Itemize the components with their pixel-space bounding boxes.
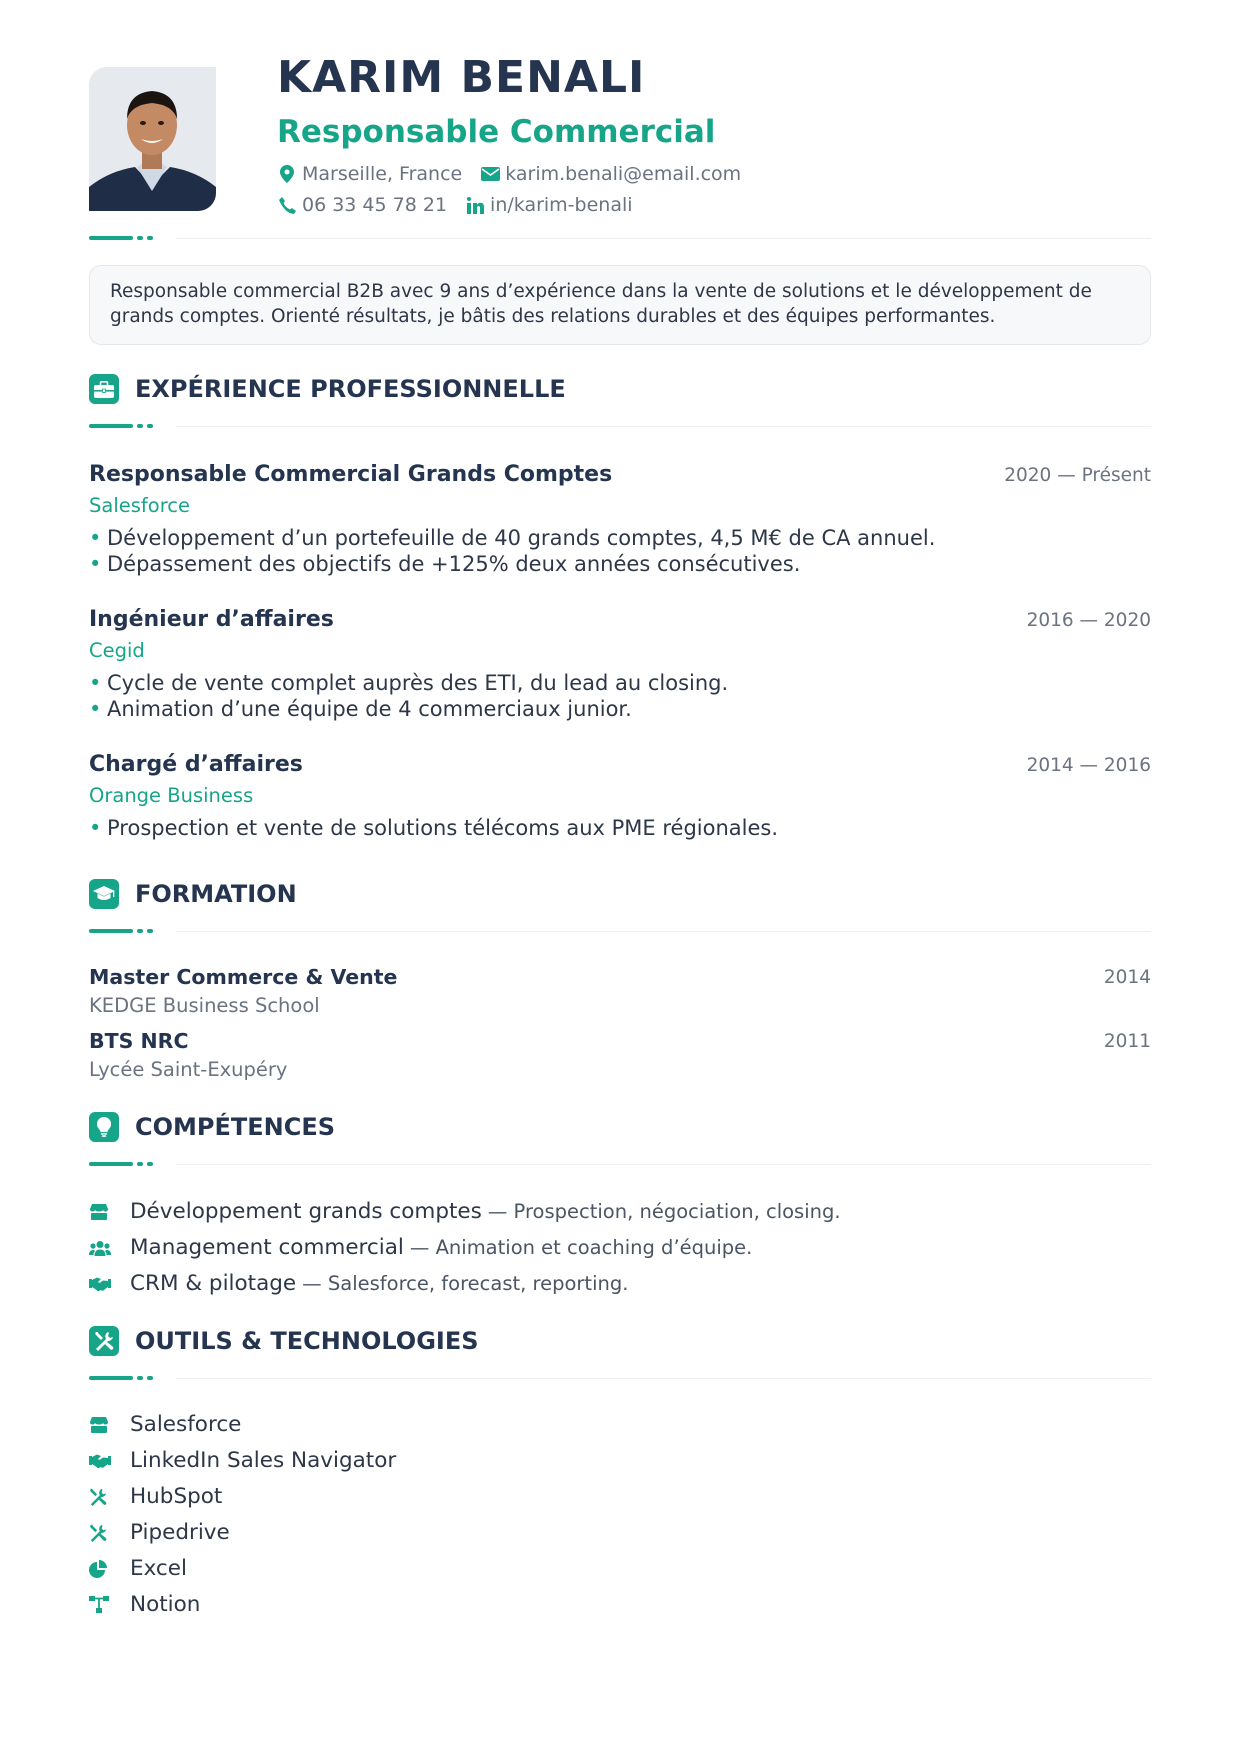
contact-phone[interactable]: [277, 194, 447, 216]
experience-divider: [176, 426, 1151, 427]
map-marker-icon: [277, 164, 297, 184]
tool-item: [89, 1520, 230, 1545]
header-accent: [89, 236, 153, 240]
skill-item: [89, 1235, 752, 1260]
team-icon: [89, 1238, 113, 1258]
education-degree: BTS NRC: [89, 1029, 189, 1053]
candidate-name: KARIM BENALI: [277, 52, 646, 103]
job-company: Cegid: [89, 639, 145, 662]
tools-icon: [89, 1523, 113, 1543]
skills-heading: [89, 1112, 335, 1142]
email-text: karim.benali@email.com: [505, 163, 742, 185]
lightbulb-icon: [89, 1112, 119, 1142]
skill-item: [89, 1271, 628, 1296]
skill-description: — Salesforce, forecast, reporting.: [302, 1272, 629, 1295]
job-company: Orange Business: [89, 784, 254, 807]
job-company: Salesforce: [89, 494, 191, 517]
contact-location: [277, 163, 462, 185]
job-bullet: • Dépassement des objectifs de +125% deux années consécutives.: [89, 552, 801, 576]
job-bullet: • Prospection et vente de solutions télécoms aux PME régionales.: [89, 816, 779, 840]
job-dates: 2014 — 2016: [1026, 755, 1151, 776]
skill-item: [89, 1199, 841, 1224]
store-icon: [89, 1202, 113, 1222]
pie-chart-icon: [89, 1559, 113, 1579]
briefcase-icon: [89, 374, 119, 404]
tool-name: Pipedrive: [130, 1520, 230, 1545]
skill-description: — Prospection, négociation, closing.: [487, 1200, 841, 1223]
job-dates: 2020 — Présent: [1004, 465, 1151, 486]
tool-item: [89, 1412, 241, 1437]
skills-divider: [176, 1164, 1151, 1165]
contact-email[interactable]: [480, 163, 741, 185]
tool-item: [89, 1556, 187, 1581]
contact-linkedin[interactable]: [465, 194, 632, 216]
phone-icon: [277, 195, 297, 215]
tool-name: Notion: [130, 1592, 201, 1617]
portrait-icon: [89, 67, 216, 211]
education-accent: [89, 929, 153, 933]
handshake-icon: [89, 1274, 113, 1294]
linkedin-icon: [465, 195, 485, 215]
education-school: KEDGE Business School: [89, 994, 320, 1017]
profile-photo: [89, 67, 216, 211]
job-bullet: • Animation d’une équipe de 4 commerciaux junior.: [89, 697, 632, 721]
skill-name: Développement grands comptes: [130, 1199, 482, 1224]
education-degree: Master Commerce & Vente: [89, 965, 398, 989]
skill-name: Management commercial: [130, 1235, 404, 1260]
phone-text: 06 33 45 78 21: [302, 194, 448, 216]
envelope-icon: [480, 164, 500, 184]
education-year: 2011: [1103, 1031, 1151, 1052]
experience-accent: [89, 424, 153, 428]
education-year: 2014: [1103, 967, 1151, 988]
tool-item: [89, 1592, 200, 1617]
education-school: Lycée Saint-Exupéry: [89, 1058, 288, 1081]
skill-description: — Animation et coaching d’équipe.: [409, 1236, 753, 1259]
tool-name: LinkedIn Sales Navigator: [130, 1448, 397, 1473]
job-bullet: • Cycle de vente complet auprès des ETI, du lead au closing.: [89, 671, 729, 695]
graduation-cap-icon: [89, 879, 119, 909]
tools-title: OUTILS & TECHNOLOGIES: [135, 1327, 479, 1355]
skills-accent: [89, 1162, 153, 1166]
tool-item: [89, 1448, 396, 1473]
job-dates: 2016 — 2020: [1026, 610, 1151, 631]
tools-accent: [89, 1376, 153, 1380]
handshake-icon: [89, 1451, 113, 1471]
tools-heading: [89, 1326, 479, 1356]
education-title: FORMATION: [135, 880, 297, 908]
job-title: Chargé d’affaires: [89, 752, 303, 777]
tool-name: Excel: [130, 1556, 187, 1581]
tools-divider: [176, 1378, 1151, 1379]
tool-item: [89, 1484, 222, 1509]
contact-row-2: [277, 194, 633, 216]
tool-name: HubSpot: [130, 1484, 223, 1509]
experience-title: EXPÉRIENCE PROFESSIONNELLE: [135, 375, 566, 403]
experience-heading: [89, 374, 566, 404]
sitemap-icon: [89, 1595, 113, 1615]
education-heading: [89, 879, 297, 909]
candidate-role: Responsable Commercial: [277, 114, 716, 150]
education-divider: [176, 931, 1151, 932]
linkedin-text: in/karim-benali: [490, 194, 633, 216]
tools-icon: [89, 1487, 113, 1507]
job-title: Responsable Commercial Grands Comptes: [89, 462, 613, 487]
skill-name: CRM & pilotage: [130, 1271, 297, 1296]
profile-summary: Responsable commercial B2B avec 9 ans d’expérience dans la vente de solutions et le développement de grands comptes. Orienté résultats, je bâtis des relations durables et des équipes performantes.: [89, 265, 1151, 345]
job-bullet: • Développement d’un portefeuille de 40 grands comptes, 4,5 M€ de CA annuel.: [89, 526, 936, 550]
store-icon: [89, 1415, 113, 1435]
tools-icon: [89, 1326, 119, 1356]
contact-row-1: [277, 163, 741, 185]
tool-name: Salesforce: [130, 1412, 242, 1437]
job-title: Ingénieur d’affaires: [89, 607, 334, 632]
location-text: Marseille, France: [302, 163, 463, 185]
header-divider: [176, 238, 1151, 239]
skills-title: COMPÉTENCES: [135, 1113, 336, 1141]
